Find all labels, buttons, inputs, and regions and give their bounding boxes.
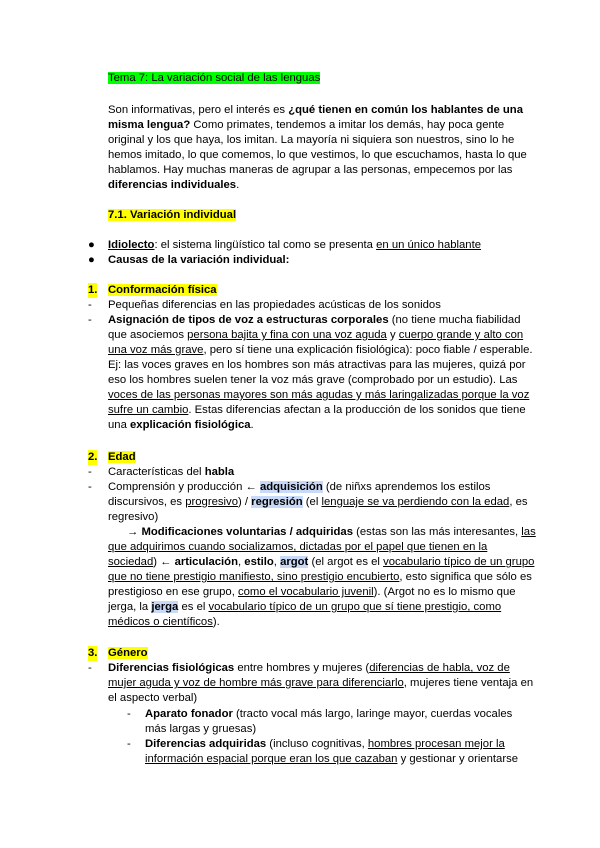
section-heading: 7.1. Variación individual [108,209,237,221]
doc-title: Tema 7: La variación social de las lenguas [108,72,321,84]
document-page: Tema 7: La variación social de las lenguas Son informativas, pero el interés es ¿qué tienen en común los hablantes de una misma lengua? Como primates, tendemos a imitar los demás, hay poca gente original y los que haya, los imitan. La mayoría ni siquiera son nuestros, sino lo he hemos imitado, lo que comemos, lo que vestimos, lo que escuchamos, hasta lo que hablamos. Hay muchas maneras de agrupar a las personas, empecemos por las diferencias individuales. 7.1. Variación individual ● Idiolecto: el sistema lingüístico tal como se presenta en un único hablante ● Causas de la variación individual: 1. Conformación física - Pequeñas diferencias en las propiedades acústicas de los sonidos - Asignación de tipos de voz a estructuras corporales (no tiene mucha fiabilidad que asociemos persona bajita y fina con una voz aguda y cuerpo grande y alto con una voz más grave, pero sí tiene una explicación fisiológica): poco fiable / esperable. Ej: las voces graves en los hombres son más atractivas para las mujeres, quizá por eso los hombres suelen tener la voz más grave (comprobado por un estudio). Las voces de las personas mayores son más agudas y más laringalizadas porque la voz sufre un cambio. Estas diferencias afectan a la producción de los sonidos que tiene una explicación fisiológica. 2. Edad - Características del habla - Comprensión y producción ← adquisición (de niñxs aprendemos los estilos discursivos, es progresivo) / regresión (el lenguaje se va perdiendo con la edad, es regresivo) → Modificaciones voluntarias / adquiridas (estas son las más interesantes, las que adquirimos cuando socializamos, dictadas por el papel que tienen en la sociedad) ← articulación, estilo, argot (el argot es el vocabulario típico de un grupo que no tiene prestigio manifiesto, sino prestigio encubierto, esto significa que sólo es prestigioso en ese grupo, como el vocabulario juvenil). (Argot no es lo mismo que jerga, la jerga es el vocabulario típico de un grupo que sí tiene prestigio, como médicos o científicos). 3. Género - Diferencias fisiológicas entre hombres y mujeres (diferencias de habla, voz de mujer aguda y voz de hombre más grave para diferenciarlo, mujeres tiene ventaja en el aspecto verbal) - Aparato fonador (tracto vocal más largo, laringe mayor, cuerdas vocales más largas y gruesas) - Diferencias adquiridas (incluso cognitivas, hombres procesan mejor la información espacial porque eran los que cazaban y gestionar y orientarse [88,72,536,765]
